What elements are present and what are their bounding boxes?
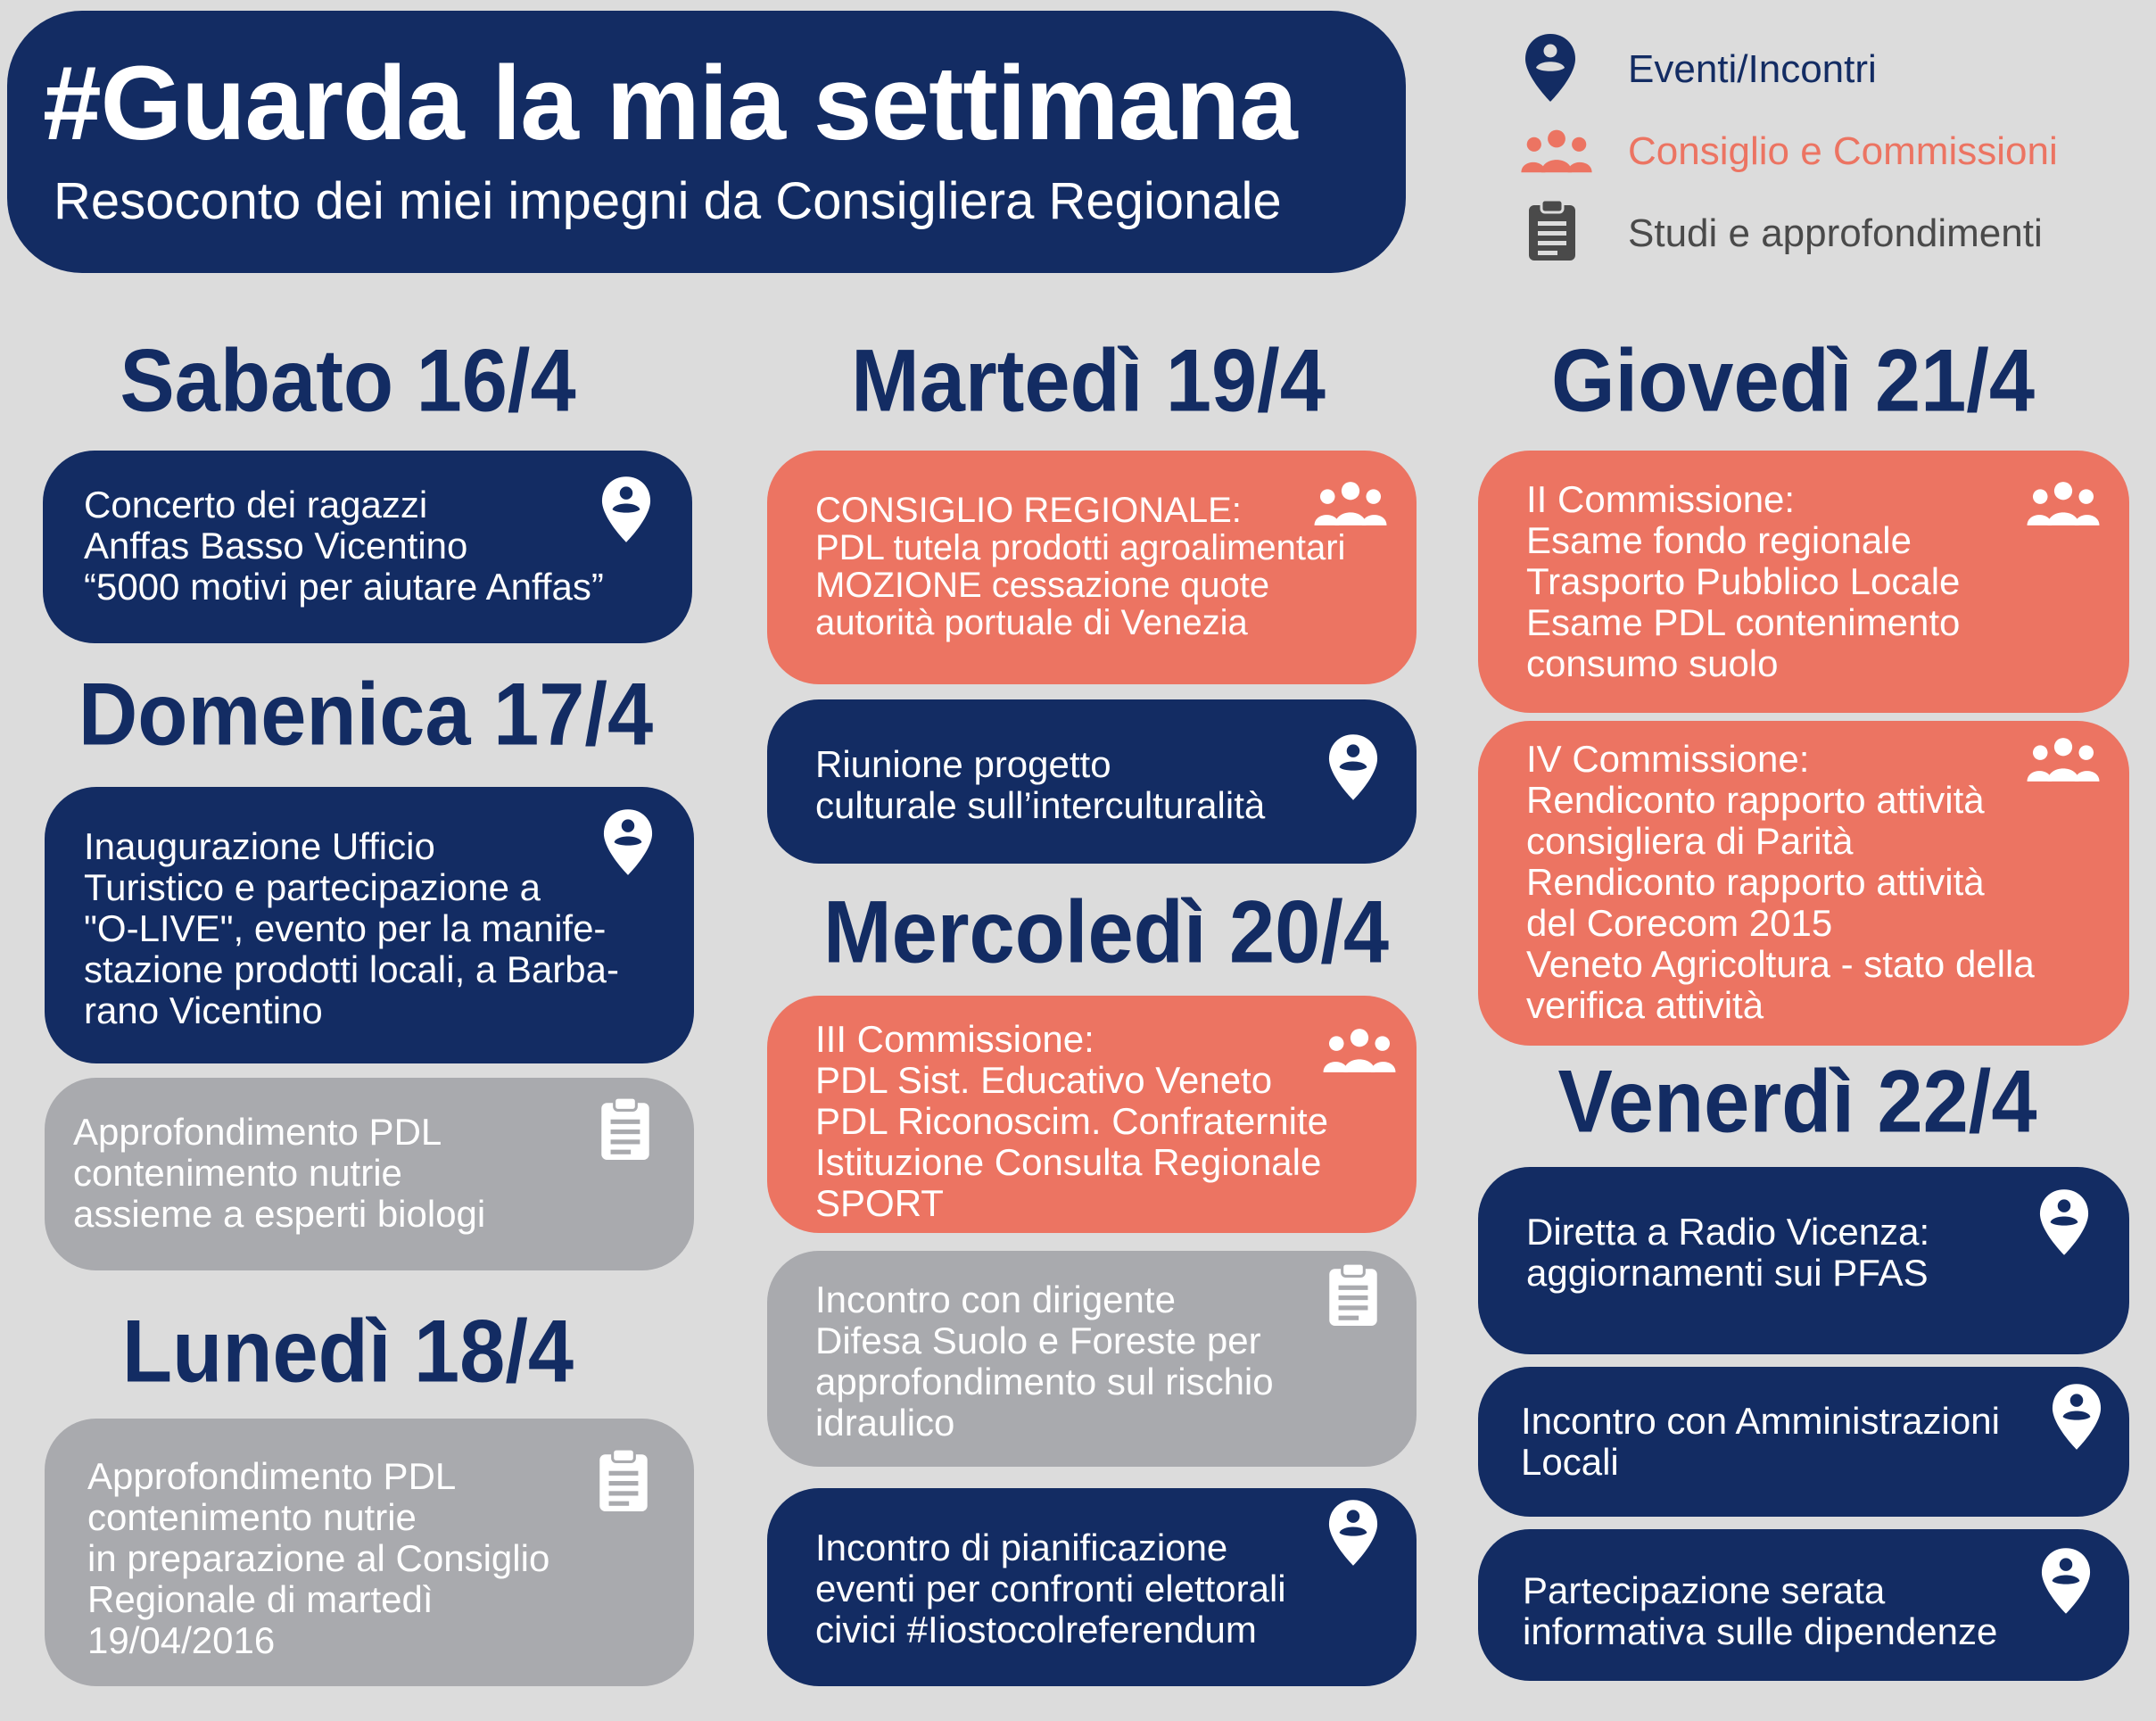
clipboard-icon xyxy=(1525,198,1579,262)
location-pin-icon xyxy=(1327,1497,1379,1568)
council-card-giovedi-1 xyxy=(1478,451,2129,713)
group-icon xyxy=(1318,1024,1400,1076)
event-card-martedi-2 xyxy=(767,699,1417,864)
council-card-giovedi-2 xyxy=(1478,721,2129,1046)
day-heading-giovedi: Giovedì 21/4 xyxy=(1550,331,2036,431)
legend-label-studies: Studi e approfondimenti xyxy=(1628,211,2043,255)
group-icon xyxy=(2022,733,2104,785)
card-text: Diretta a Radio Vicenza: aggiornamenti sui PFAS xyxy=(1526,1211,1930,1294)
group-icon xyxy=(2022,477,2104,529)
day-heading-sabato: Sabato 16/4 xyxy=(120,331,576,431)
event-card-venerdi-1 xyxy=(1478,1167,2129,1354)
location-pin-icon xyxy=(2040,1545,2092,1617)
card-text: Approfondimento PDL contenimento nutrie in preparazione al Consiglio Regionale di martedì 19/04/2016 xyxy=(87,1455,550,1661)
card-text: Incontro con dirigente Difesa Suolo e Foreste per approfondimento sul rischio idraulico xyxy=(815,1278,1274,1444)
location-pin-icon xyxy=(2038,1187,2090,1258)
location-pin-icon xyxy=(600,474,652,545)
group-icon xyxy=(1309,477,1392,529)
card-text: Inaugurazione Ufficio Turistico e partecipazione a "O-LIVE", evento per la manife- stazione prodotti locali, a Barba- rano Vicentino xyxy=(84,825,619,1031)
card-text: II Commissione: Esame fondo regionale Trasporto Pubblico Locale Esame PDL contenimento consumo suolo xyxy=(1526,478,1961,684)
page-subtitle: Resoconto dei miei impegni da Consigliera Regionale xyxy=(54,172,1282,230)
group-icon xyxy=(1516,125,1597,177)
council-card-martedi-1 xyxy=(767,451,1417,684)
legend-label-events: Eventi/Incontri xyxy=(1628,47,1877,91)
event-card-sabato-1 xyxy=(43,451,692,643)
event-card-venerdi-2 xyxy=(1478,1367,2129,1517)
card-text: Partecipazione serata informativa sulle dipendenze xyxy=(1523,1569,1998,1652)
study-card-domenica-2 xyxy=(45,1078,694,1270)
legend xyxy=(1516,27,2141,277)
legend-label-council: Consiglio e Commissioni xyxy=(1628,129,2058,173)
event-card-venerdi-3 xyxy=(1478,1529,2129,1681)
card-text: IV Commissione: Rendiconto rapporto attività consigliera di Parità Rendiconto rapporto attività del Corecom 2015 Veneto Agricoltura - stato della verifica attività xyxy=(1526,738,2035,1026)
event-card-mercoledi-3 xyxy=(767,1488,1417,1686)
location-pin-icon xyxy=(1524,32,1577,103)
card-text: III Commissione: PDL Sist. Educativo Veneto PDL Riconoscim. Confraternite Istituzione Consulta Regionale SPORT xyxy=(815,1018,1328,1224)
card-text: Incontro con Amministrazioni Locali xyxy=(1521,1400,2000,1483)
council-card-mercoledi-1 xyxy=(767,996,1417,1233)
event-card-domenica-1 xyxy=(45,787,694,1063)
card-text: CONSIGLIO REGIONALE: PDL tutela prodotti agroalimentari MOZIONE cessazione quote autorità portuale di Venezia xyxy=(815,491,1346,642)
day-heading-venerdi: Venerdì 22/4 xyxy=(1557,1052,2037,1152)
day-heading-domenica: Domenica 17/4 xyxy=(78,665,654,765)
location-pin-icon xyxy=(1327,732,1379,803)
study-card-mercoledi-2 xyxy=(767,1251,1417,1467)
day-heading-lunedi: Lunedì 18/4 xyxy=(121,1302,574,1402)
page-title: #Guarda la mia settimana xyxy=(43,45,1297,162)
study-card-lunedi-1 xyxy=(45,1419,694,1686)
day-heading-mercoledi: Mercoledì 20/4 xyxy=(822,882,1390,982)
card-text: Riunione progetto culturale sull’interculturalità xyxy=(815,743,1266,826)
clipboard-icon xyxy=(596,1447,651,1513)
day-heading-martedi: Martedì 19/4 xyxy=(851,331,1326,431)
location-pin-icon xyxy=(2051,1381,2102,1452)
location-pin-icon xyxy=(602,807,654,878)
card-text: Incontro di pianificazione eventi per confronti elettorali civici #Iiostocolreferendum xyxy=(815,1527,1286,1651)
clipboard-icon xyxy=(598,1096,653,1162)
card-text: Approfondimento PDL contenimento nutrie assieme a esperti biologi xyxy=(73,1111,486,1235)
clipboard-icon xyxy=(1326,1262,1381,1328)
card-text: Concerto dei ragazzi Anffas Basso Vicentino “5000 motivi per aiutare Anffas” xyxy=(84,484,604,608)
